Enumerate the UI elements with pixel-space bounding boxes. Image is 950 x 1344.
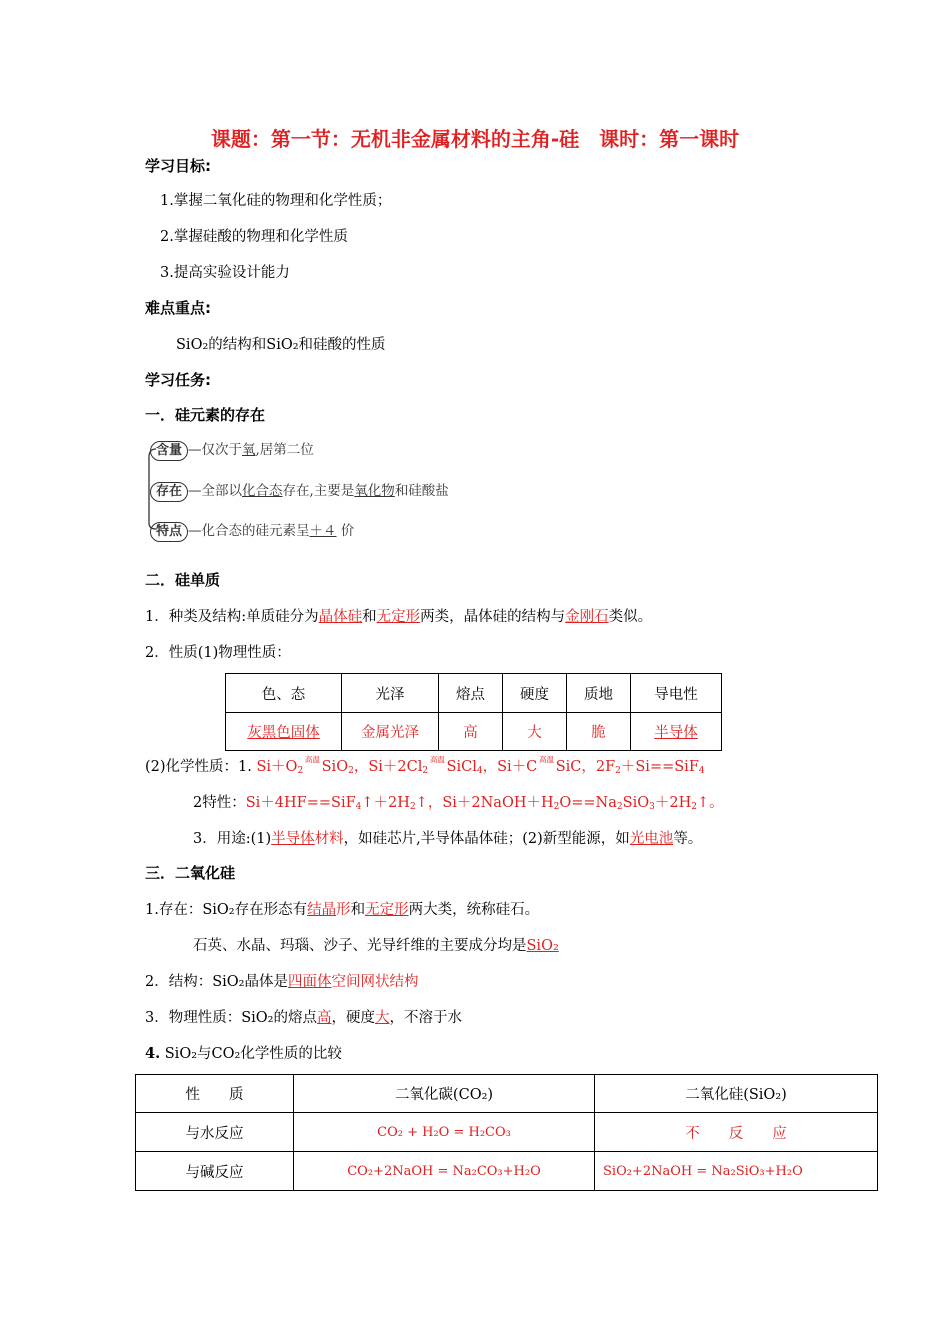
text: ，如硅芯片,半导体晶体硅；(2)新型能源，如 [343, 831, 630, 847]
answer-blank: 结晶 [307, 902, 337, 918]
table-cell: CO₂+2NaOH = Na₂CO₃+H₂O [294, 1152, 595, 1191]
subscript: 2 [422, 766, 429, 776]
text: 2特性： [193, 795, 246, 811]
diagram-underlined: 氧 [242, 442, 256, 458]
table-cell: 与水反应 [136, 1113, 294, 1152]
diagram-label: 含量 [150, 441, 188, 461]
table-cell: 高 [439, 713, 503, 751]
diagram-text: 价 [336, 523, 355, 539]
text: 等。 [673, 831, 703, 847]
equation-part: ，Si＋2Cl [353, 759, 423, 775]
answer-text: 形 [336, 902, 351, 918]
answer-blank: 高 [317, 1010, 332, 1026]
equation-part: SiO [321, 759, 349, 775]
objective-item: 2.掌握硅酸的物理和化学性质 [160, 229, 348, 245]
section3-heading: 三．二氧化硅 [145, 864, 236, 882]
table-header: 光泽 [342, 674, 439, 713]
diagram-bracket [146, 445, 158, 535]
text: 和 [362, 609, 377, 625]
objective-item: 1.掌握二氧化硅的物理和化学性质； [160, 193, 392, 209]
text: 2．结构：SiO₂晶体是 [145, 974, 288, 990]
table-header: 性 质 [136, 1075, 294, 1113]
text: 两大类，统称硅石。 [408, 902, 540, 918]
special-properties-line [193, 791, 724, 812]
subscript: 2 [615, 766, 621, 776]
table-cell: 半导体 [631, 713, 722, 751]
objective-item: 3.提高实验设计能力 [160, 265, 290, 281]
text: 3．用途:(1) [193, 831, 272, 847]
subscript: 2 [691, 802, 697, 812]
text: ，不溶于水 [389, 1010, 462, 1026]
diagram-label: 存在 [150, 482, 188, 502]
equation-part: Si＋4HF==SiF [245, 795, 356, 811]
subscript: 4 [355, 802, 362, 812]
diagram-text: 存在,主要是 [282, 483, 355, 499]
table-header: 色、态 [226, 674, 342, 713]
table-cell: 脆 [567, 713, 631, 751]
subscript: 2 [553, 802, 560, 812]
table-header: 导电性 [631, 674, 722, 713]
condition-label: 高温 [538, 755, 554, 764]
answer-blank: 大 [375, 1010, 390, 1026]
subscript: 2 [616, 802, 623, 812]
page-title: 课题：第一节：无机非金属材料的主角-硅 课时：第一课时 [210, 127, 740, 151]
section1-heading: 一．硅元素的存在 [145, 406, 266, 424]
diagram-underlined: ＋４ [309, 523, 337, 539]
sio2-minerals-line [193, 934, 559, 955]
diagram-text: —仅次于 [188, 442, 243, 458]
text: SiO₂与CO₂化学性质的比较 [160, 1046, 342, 1062]
diagram-text: —化合态的硅元素呈 [188, 523, 310, 539]
equation-part: ↑。 [696, 795, 724, 811]
equation-part: ＋Si==SiF [620, 759, 699, 775]
key-points-heading: 难点重点: [145, 299, 211, 317]
physical-properties-table [225, 673, 722, 751]
subscript: 2 [297, 766, 304, 776]
condition-label: 高温 [304, 755, 320, 764]
tasks-heading: 学习任务: [145, 371, 211, 389]
text: 和 [350, 902, 366, 918]
text: 3．物理性质：SiO₂的熔点 [145, 1010, 317, 1026]
equation-part: O==Na [559, 795, 617, 811]
diagram-row-content [150, 438, 314, 461]
answer-blank: 半导体 [271, 831, 315, 847]
subscript: 3 [649, 802, 655, 812]
diagram-text: 和硅酸盐 [394, 483, 449, 499]
answer-blank: 光电池 [629, 831, 674, 847]
subscript: 2 [348, 766, 354, 776]
sio2-existence-line [145, 898, 539, 919]
subscript: 2 [409, 802, 416, 812]
text: 1.存在：SiO₂存在形态有 [145, 902, 308, 918]
table-cell: CO₂ + H₂O = H₂CO₃ [294, 1113, 595, 1152]
table-cell: 与碱反应 [136, 1152, 294, 1191]
table-cell: 大 [503, 713, 567, 751]
key-points-text: SiO₂的结构和SiO₂和硅酸的性质 [176, 337, 386, 353]
answer-blank: 无定形 [376, 609, 421, 625]
text: 类似。 [608, 609, 653, 625]
answer-blank: SiO₂ [526, 938, 559, 954]
text: 1．种类及结构:单质硅分为 [145, 609, 319, 625]
answer-blank: 无定形 [365, 902, 409, 918]
physical-properties-line: 2．性质(1)物理性质： [145, 645, 291, 661]
answer-text: 空间网状结构 [331, 974, 419, 990]
table-header: 二氧化碳(CO₂) [294, 1075, 595, 1113]
objectives-heading: 学习目标: [145, 157, 211, 175]
answer-text: 材料 [314, 831, 344, 847]
equation-part: Si＋O [256, 759, 298, 775]
diagram-label: 特点 [150, 522, 188, 542]
text: 4. [145, 1045, 161, 1062]
condition-label: 高温 [429, 755, 445, 764]
equation-part: ＋2H [654, 795, 692, 811]
table-header: 质地 [567, 674, 631, 713]
table-cell: 灰黑色固体 [226, 713, 342, 751]
sio2-physical-line [145, 1006, 462, 1027]
subscript: 4 [698, 766, 705, 776]
answer-blank: 四面体 [288, 974, 332, 990]
diagram-row-existence [150, 479, 449, 502]
sio2-structure-line [145, 970, 419, 991]
equation-part: ，Si＋C [482, 759, 538, 775]
text: 两类，晶体硅的结构与 [420, 609, 566, 625]
diagram-underlined: 化合态 [242, 483, 283, 499]
text: (2)化学性质：1. [145, 759, 252, 775]
answer-blank: 晶体硅 [318, 609, 363, 625]
section2-heading: 二．硅单质 [145, 571, 221, 589]
answer-blank: 金刚石 [565, 609, 609, 625]
comparison-table [135, 1074, 878, 1191]
diagram-underlined: 氧化物 [354, 483, 395, 499]
comparison-line [145, 1042, 342, 1063]
equation-part: SiO [622, 795, 650, 811]
silicon-types-line [145, 605, 652, 626]
table-header: 硬度 [503, 674, 567, 713]
diagram-row-feature [150, 519, 354, 542]
table-header: 熔点 [439, 674, 503, 713]
table-header: 二氧化硅(SiO₂) [595, 1075, 878, 1113]
text: 石英、水晶、玛瑙、沙子、光导纤维的主要成分均是 [193, 938, 527, 954]
table-cell: 不 反 应 [595, 1113, 878, 1152]
equation-part: SiCl [446, 759, 477, 775]
subscript: 4 [476, 766, 483, 776]
chemical-properties-line [145, 755, 705, 776]
table-cell: 金属光泽 [342, 713, 439, 751]
table-cell: SiO₂+2NaOH = Na₂SiO₃+H₂O [595, 1152, 878, 1191]
equation-part: ↑＋2H [361, 795, 410, 811]
equation-part: ↑，Si＋2NaOH＋H [415, 795, 554, 811]
diagram-text: ,居第二位 [255, 442, 314, 458]
diagram-text: —全部以 [188, 483, 243, 499]
equation-part: SiC，2F [555, 759, 616, 775]
uses-line [193, 827, 702, 848]
text: ，硬度 [331, 1010, 375, 1026]
